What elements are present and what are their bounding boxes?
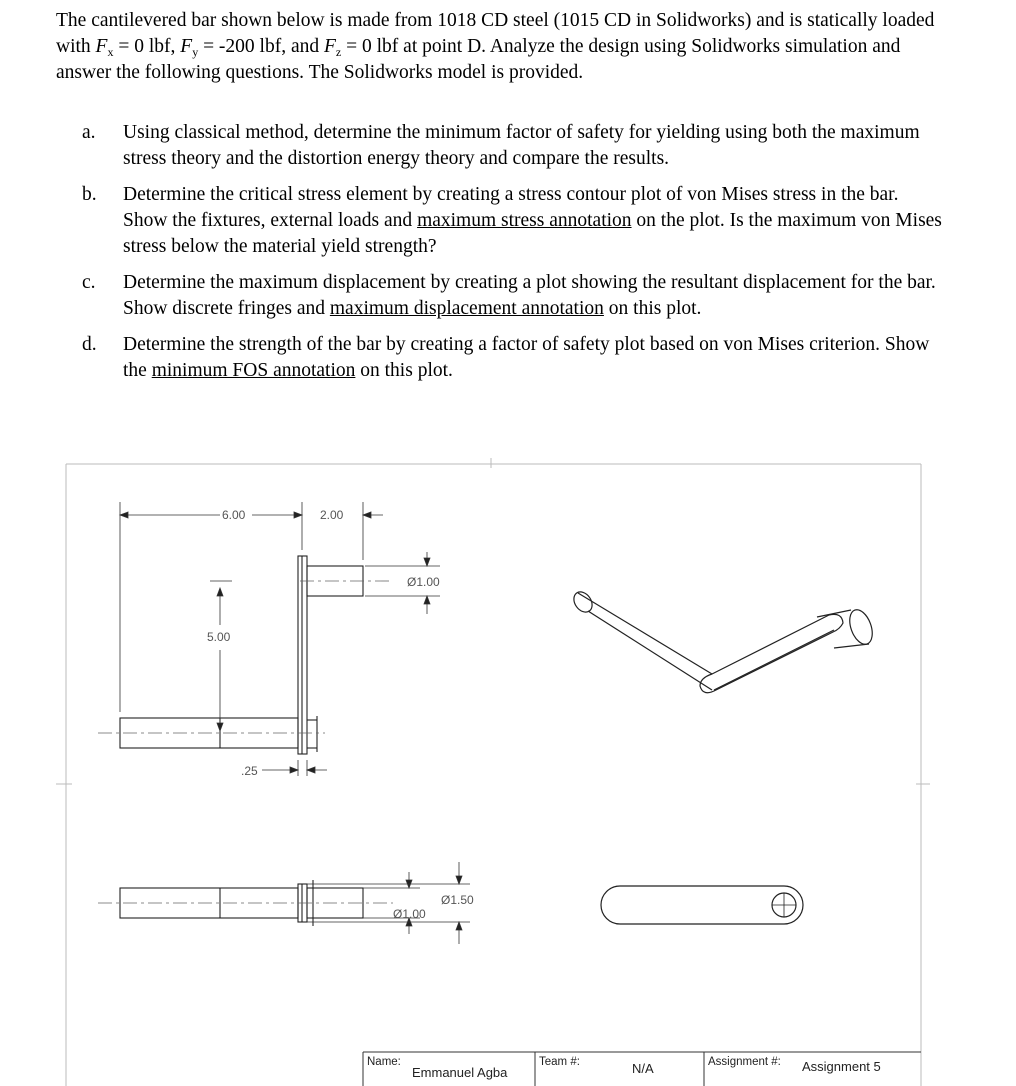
crank-arm-iso bbox=[700, 614, 843, 692]
pin-end-cap bbox=[845, 607, 876, 648]
bottom-view-dimension-labels bbox=[393, 893, 474, 921]
question-underlined: maximum displacement annotation bbox=[329, 298, 604, 319]
fx-value: = 0 lbf, bbox=[113, 36, 181, 57]
dim-6-00: 6.00 bbox=[222, 508, 246, 522]
question-text: Determine the critical stress element by creating a stress contour plot of von Mises stress in the bar. Show the fixtures, external loads and bbox=[123, 184, 899, 231]
fz-subscript: z bbox=[335, 45, 342, 59]
dim-dia-1-00-bottom: Ø1.00 bbox=[393, 907, 426, 921]
front-view-dimensions bbox=[120, 502, 440, 776]
dim-dia-1-00-top: Ø1.00 bbox=[407, 575, 440, 589]
question-underlined: maximum stress annotation bbox=[417, 210, 632, 231]
fx-symbol: F bbox=[95, 36, 108, 57]
name-value: Emmanuel Agba bbox=[412, 1065, 508, 1080]
fz-symbol: F bbox=[324, 36, 336, 57]
isometric-view bbox=[570, 588, 876, 692]
question-text: Determine the maximum displacement by creating a plot showing the resultant displacement for the bar. Show discrete fringes and bbox=[123, 272, 936, 319]
question-letter: d. bbox=[82, 334, 97, 355]
question-underlined: minimum FOS annotation bbox=[151, 360, 356, 381]
team-label: Team #: bbox=[539, 1056, 580, 1068]
question-text: Using classical method, determine the minimum factor of safety for yielding using both the maximum stress theory and the distortion energy theory and compare the results. bbox=[123, 122, 920, 169]
fx-subscript: x bbox=[107, 45, 114, 59]
front-view bbox=[120, 556, 363, 754]
fy-subscript: y bbox=[192, 45, 199, 59]
question-letter: b. bbox=[82, 184, 97, 205]
intro-text: The cantilevered bar shown below is made from 1018 CD steel (1015 CD in Solidworks) and is statically loaded with bbox=[56, 10, 935, 57]
question-text-end: on this plot. bbox=[603, 298, 702, 319]
dim-2-00: 2.00 bbox=[320, 508, 344, 522]
front-view-dimension-labels bbox=[207, 508, 440, 778]
question-text-end: on this plot. bbox=[355, 360, 453, 381]
team-value: N/A bbox=[632, 1061, 654, 1076]
sheet-frame bbox=[56, 458, 930, 1086]
front-view-centerlines bbox=[98, 581, 392, 733]
dim-5-00: 5.00 bbox=[207, 630, 231, 644]
dim-dia-1-50: Ø1.50 bbox=[441, 893, 474, 907]
question-text: Determine the strength of the bar by creating a factor of safety plot based on von Mises criterion. Show the bbox=[123, 334, 930, 381]
assignment-value: Assignment 5 bbox=[802, 1059, 881, 1074]
title-block bbox=[363, 1052, 921, 1086]
dim-0-25: .25 bbox=[241, 764, 258, 778]
fy-value: = -200 lbf, and bbox=[198, 36, 324, 57]
fz-value: = 0 lbf at point D. Analyze the design using Solidworks simulation and answer the following questions. The Solidworks model is provided. bbox=[56, 36, 901, 83]
name-label: Name: bbox=[367, 1056, 401, 1068]
question-letter: a. bbox=[82, 122, 96, 143]
question-text-end: on the plot. Is the maximum von Mises stress below the material yield strength? bbox=[123, 210, 942, 257]
question-letter: c. bbox=[82, 272, 96, 293]
fy-symbol: F bbox=[180, 36, 193, 57]
top-view bbox=[601, 886, 803, 924]
assignment-label: Assignment #: bbox=[708, 1056, 781, 1068]
